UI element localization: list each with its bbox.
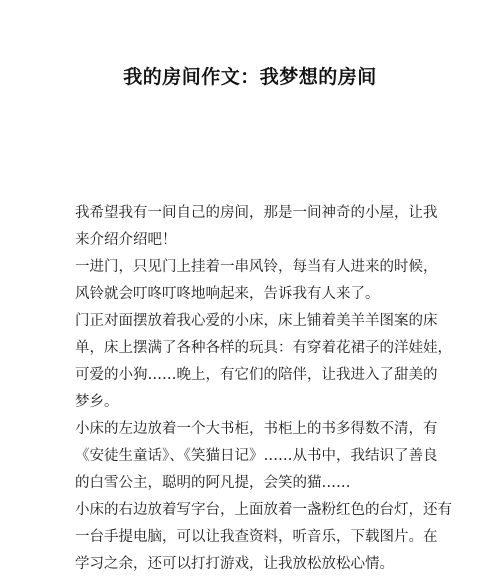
page-title: 我的房间作文：我梦想的房间 bbox=[123, 66, 377, 88]
text-line: 一进门，只见门上挂着一串风铃，每当有人进来的时候， bbox=[75, 259, 438, 275]
text-line: 一台手提电脑，可以让我查资料，听音乐，下载图片。在 bbox=[75, 529, 438, 545]
text-line: 来介绍介绍吧！ bbox=[75, 232, 177, 248]
text-line: 可爱的小狗……晚上，有它们的陪伴，让我进入了甜美的 bbox=[75, 367, 438, 383]
text-line: 门正对面摆放着我心爱的小床，床上铺着美羊羊图案的床 bbox=[75, 313, 438, 329]
text-line: 学习之余，还可以打打游戏，让我放松放松心情。 bbox=[75, 556, 394, 572]
text-line: 我希望我有一间自己的房间，那是一间神奇的小屋，让我 bbox=[75, 205, 438, 221]
text-line: 单，床上摆满了各种各样的玩具：有穿着花裙子的洋娃娃， bbox=[75, 340, 452, 356]
text-line: 风铃就会叮咚叮咚地响起来，告诉我有人来了。 bbox=[75, 286, 380, 302]
essay-body bbox=[75, 200, 452, 578]
text-line: 梦乡。 bbox=[75, 394, 119, 410]
text-line: 小床的右边放着写字台，上面放着一盏粉红色的台灯，还有 bbox=[75, 502, 452, 518]
text-line: 小床的左边放着一个大书柜，书柜上的书多得数不清，有 bbox=[75, 421, 438, 437]
text-line: 的白雪公主，聪明的阿凡提，会笑的猫…… bbox=[75, 475, 351, 491]
text-line: 《安徒生童话》、《笑猫日记》……从书中，我结识了善良 bbox=[75, 448, 438, 464]
